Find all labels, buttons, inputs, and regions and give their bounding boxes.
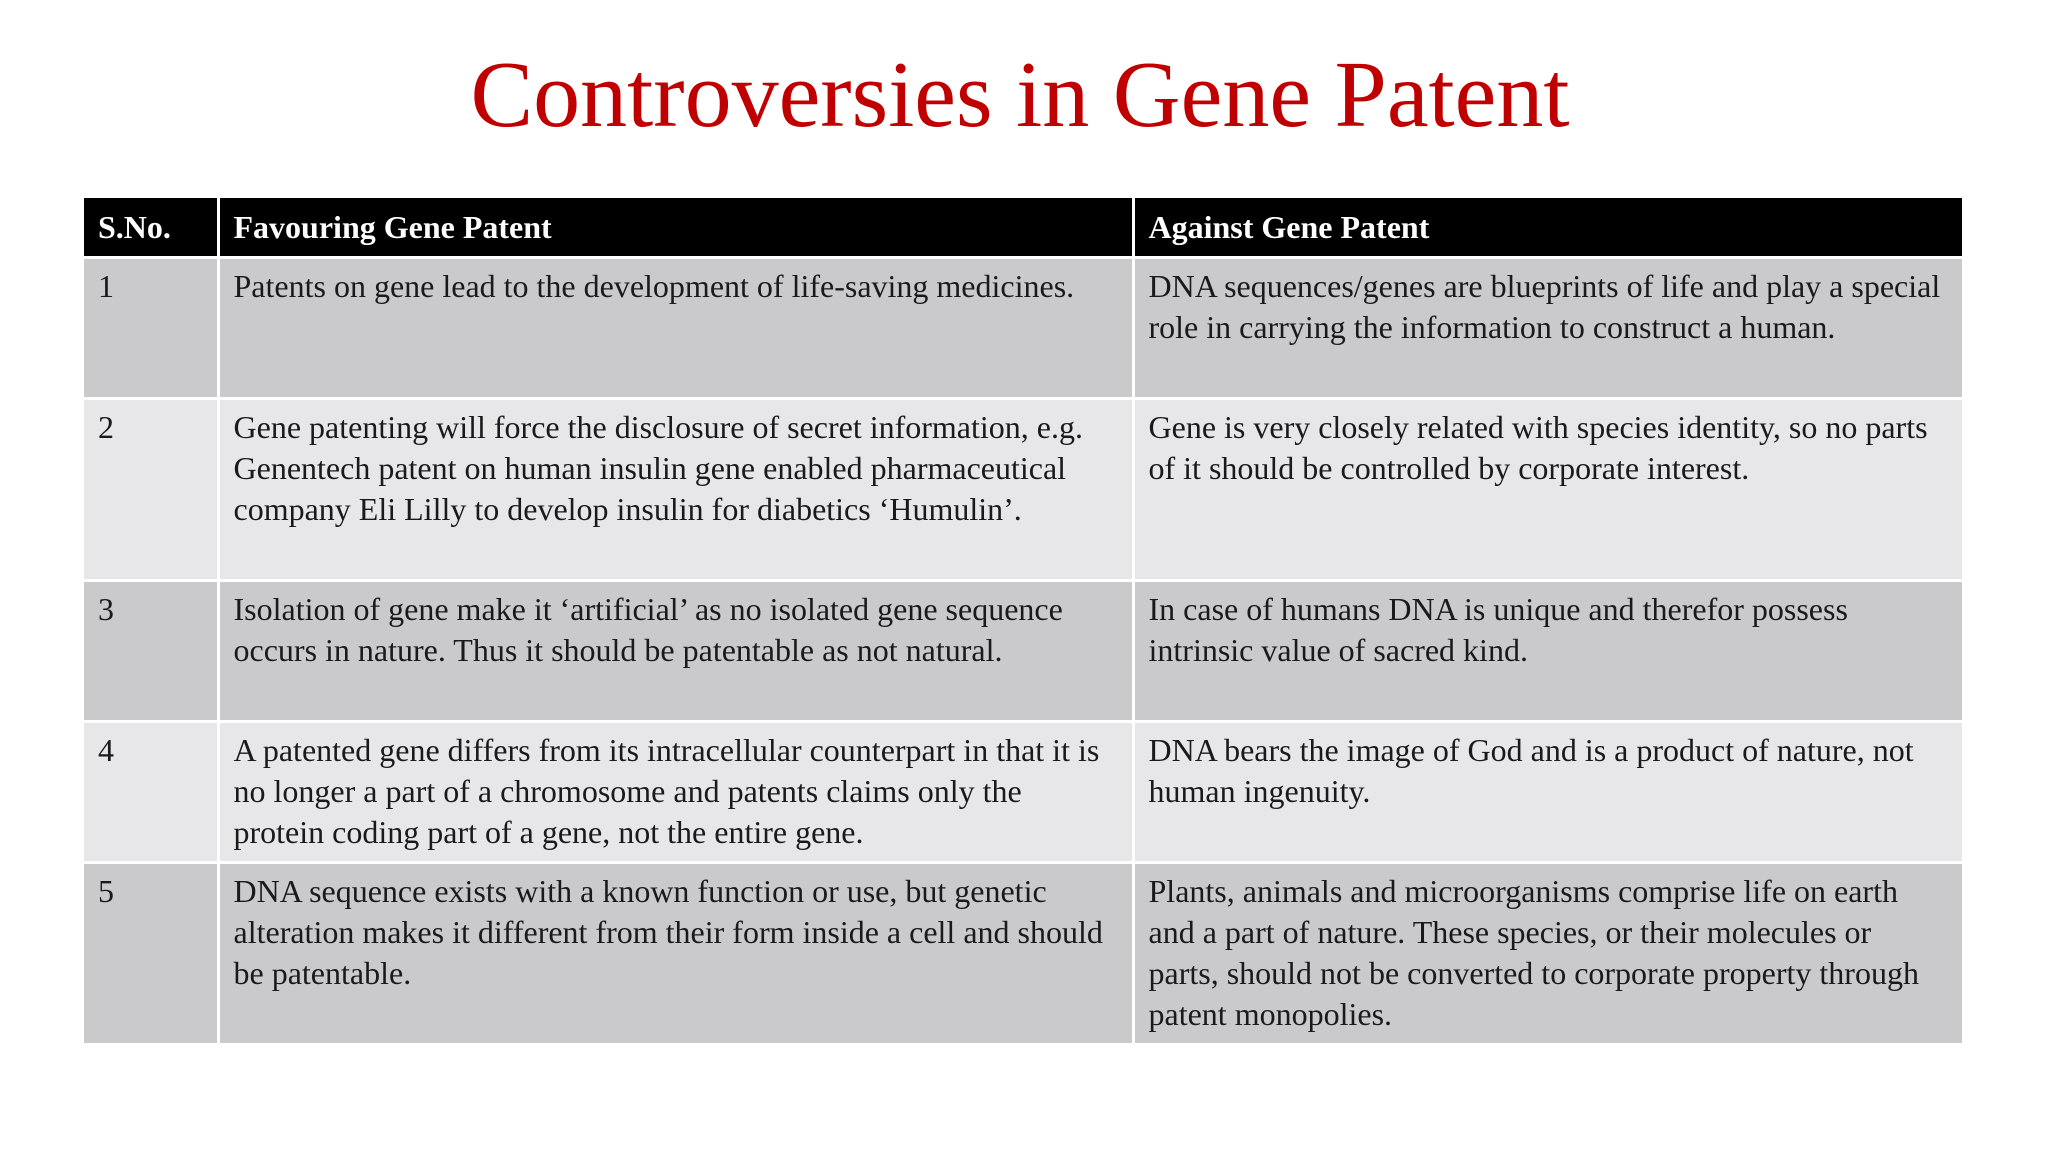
cell-favouring: DNA sequence exists with a known function or use, but genetic alteration makes it different from their form inside a cell and should be patentable. xyxy=(218,863,1133,1044)
cell-favouring: A patented gene differs from its intracellular counterpart in that it is no longer a part of a chromosome and patents claims only the protein coding part of a gene, not the entire gene. xyxy=(218,722,1133,863)
table-row xyxy=(84,581,1962,722)
cell-against: Gene is very closely related with species identity, so no parts of it should be controlled by corporate interest. xyxy=(1133,399,1962,581)
cell-sno: 4 xyxy=(84,722,218,863)
gene-patent-table xyxy=(84,198,1962,1043)
table-header-row xyxy=(84,198,1962,258)
header-against: Against Gene Patent xyxy=(1133,198,1962,258)
cell-sno: 1 xyxy=(84,258,218,399)
cell-sno: 5 xyxy=(84,863,218,1044)
slide-title: Controversies in Gene Patent xyxy=(470,43,1570,147)
cell-favouring: Gene patenting will force the disclosure of secret information, e.g. Genentech patent on human insulin gene enabled pharmaceutical company Eli Lilly to develop insulin for diabetics ‘Humulin’. xyxy=(218,399,1133,581)
table-row xyxy=(84,722,1962,863)
cell-against: Plants, animals and microorganisms comprise life on earth and a part of nature. These species, or their molecules or parts, should not be converted to corporate property through patent monopolies. xyxy=(1133,863,1962,1044)
cell-against: DNA sequences/genes are blueprints of life and play a special role in carrying the information to construct a human. xyxy=(1133,258,1962,399)
cell-sno: 2 xyxy=(84,399,218,581)
cell-against: In case of humans DNA is unique and therefor possess intrinsic value of sacred kind. xyxy=(1133,581,1962,722)
table-row xyxy=(84,258,1962,399)
header-favouring: Favouring Gene Patent xyxy=(218,198,1133,258)
table-row xyxy=(84,399,1962,581)
cell-against: DNA bears the image of God and is a product of nature, not human ingenuity. xyxy=(1133,722,1962,863)
cell-favouring: Patents on gene lead to the development of life-saving medicines. xyxy=(218,258,1133,399)
cell-sno: 3 xyxy=(84,581,218,722)
header-sno: S.No. xyxy=(84,198,218,258)
table-row xyxy=(84,863,1962,1044)
cell-favouring: Isolation of gene make it ‘artificial’ as no isolated gene sequence occurs in nature. Thus it should be patentable as not natural. xyxy=(218,581,1133,722)
